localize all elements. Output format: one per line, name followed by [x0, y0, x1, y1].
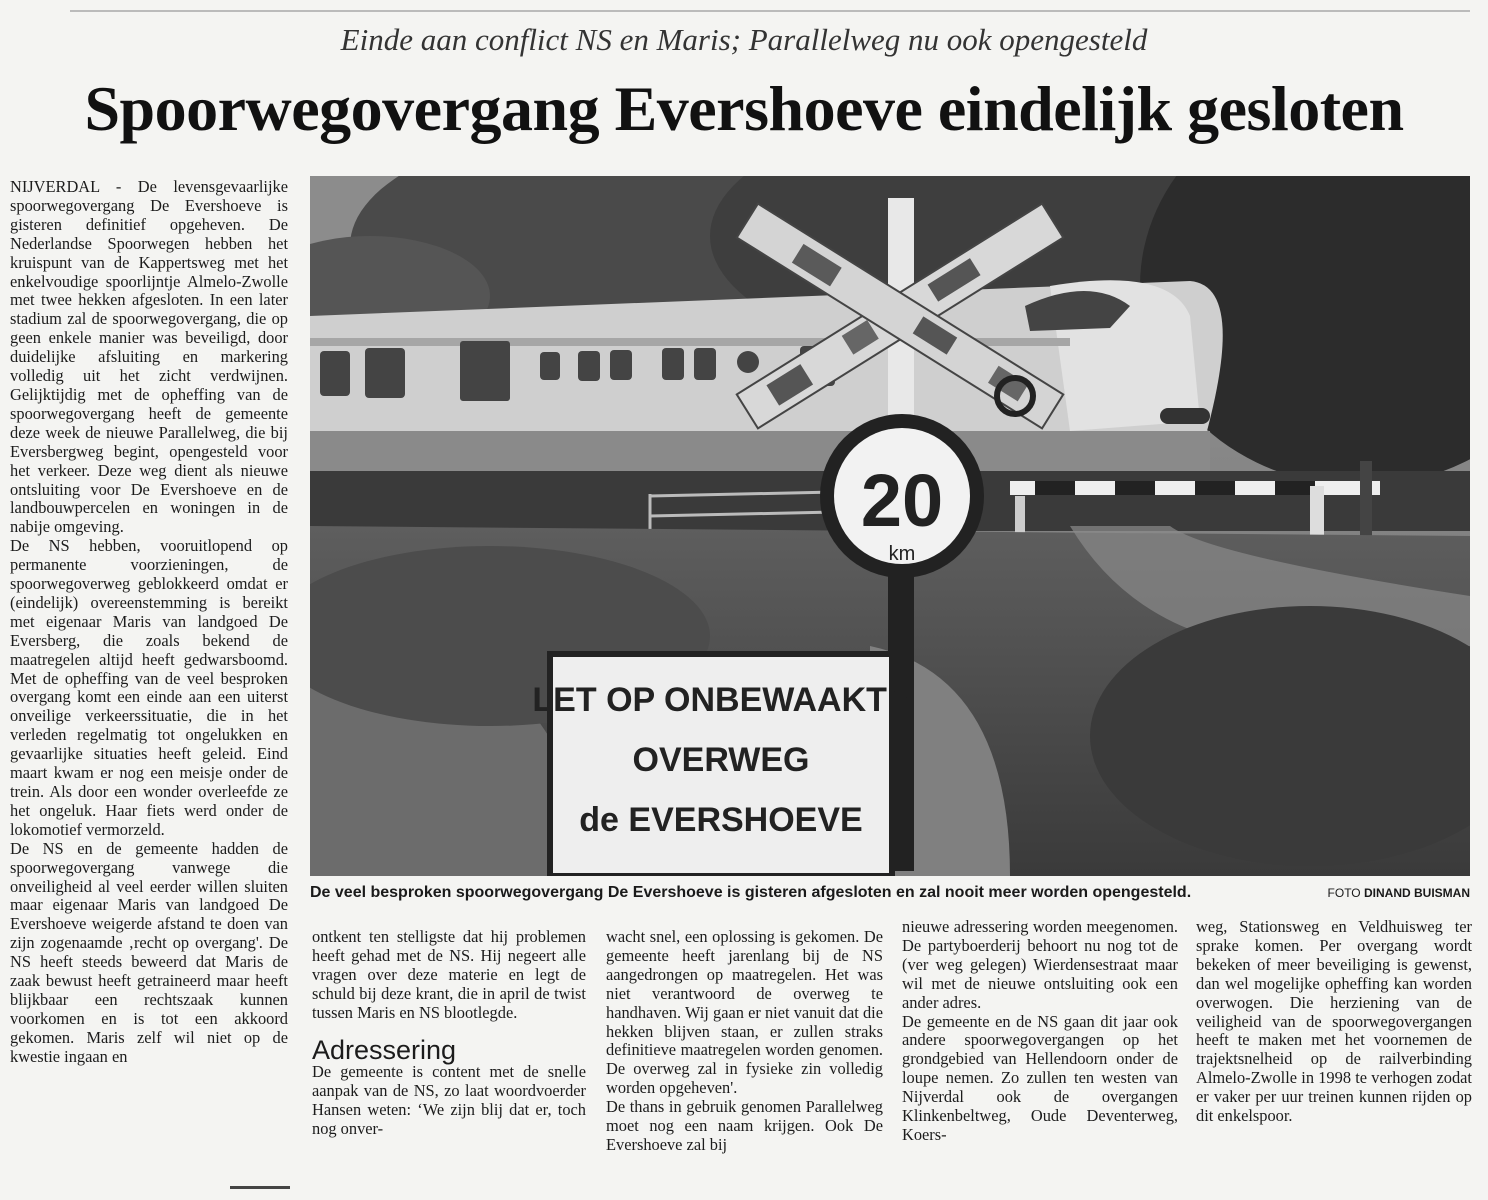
paragraph: De NS en de gemeente hadden de spoorwegovergang vanwege die onveiligheid al veel eerder willen sluiten maar eigenaar Maris van landgoed De Evershoeve weigerde afstand te doen van zijn zogenaamde ‚recht op overgang'. De NS heeft steeds beweerd dat Maris de zaak bewust heeft getraineerd maar heeft blijkbaar een rechtszaak kunnen voorkomen en is tot een akkoord gekomen. Maris zelf wil niet op de kwestie ingaan en: [10, 838, 288, 1066]
caption-text: De veel besproken spoorwegovergang De Evershoeve is gisteren afgesloten en zal nooit meer worden opengesteld.: [310, 884, 1192, 901]
board-line-1: LET OP ONBEWAAKTE: [532, 681, 910, 719]
paragraph: NIJVERDAL - De levensgevaarlijke spoorwegovergang De Evershoeve is gisteren definitief opgeheven. De Nederlandse Spoorwegen hebben het kruispunt van de Kappertsweg met het enkelvoudige spoorlijntje Almelo-Zwolle met twee hekken afgesloten. In een later stadium zal de spoorwegovergang, die op geen enkele manier was beveiligd, door duidelijke afsluiting en markering volledig uit het zicht verdwijnen. Gelijktijdig met de opheffing van de spoorwegovergang heeft de gemeente deze week de nieuwe Parallelweg, die bij Eversbergweg begint, opengesteld voor het verkeer. Deze weg dient als nieuwe ontsluiting voor De Evershoeve en de landbouwpercelen en woningen in de nabije omgeving.: [10, 177, 288, 537]
footer-mark: [230, 1186, 290, 1189]
text-column-2: [312, 928, 586, 1139]
paragraph: weg, Stationsweg en Veldhuisweg ter sprake komen. Per overgang wordt bekeken of meer beveiliging is gewenst, dan wel mogelijke opheffing kan worden overwogen. Die herziening van de veiligheid van de spoorwegovergangen heeft te maken met het voornemen de trajektsnelheid op de railverbinding Almelo-Zwolle in 1998 te verhogen zodat er vaker per uur treinen kunnen rijden op dit enkelspoor.: [1196, 917, 1472, 1126]
news-photo: [310, 176, 1470, 876]
text-column-5: [1196, 918, 1472, 1126]
photo-credit: [1328, 886, 1470, 900]
paragraph: De NS hebben, vooruitlopend op permanente voorzieningen, de spoorwegoverweg geblokkeerd omdat er (eindelijk) overeenstemming is bereikt met eigenaar Maris van landgoed De Eversberg, die zoals bekend de maatregelen altijd heeft gedwarsboomd. Met de opheffing van de veel besproken overgang komt een einde aan een uiterst onveilige verkeerssituatie, die in het verleden regelmatig tot ongelukken en gevaarlijke situaties heeft geleid. Eind maart kwam er nog een meisje onder de trein. Als door een wonder overleefde ze het ongeluk. Haar fiets werd onder de lokomotief vermorzeld.: [10, 536, 288, 839]
speed-number: 20: [860, 459, 944, 542]
paragraph: nieuwe adressering worden meegenomen. De partyboerderij behoort nu nog tot de (ver weg gelegen) Wierdensestraat maar wil met de nieuwe ontsluiting ook een ander adres.: [902, 917, 1178, 1012]
article-headline: Spoorwegovergang Evershoeve eindelijk gesloten: [84, 73, 1404, 144]
text-column-3: [606, 928, 883, 1155]
top-rule: [70, 10, 1470, 12]
speed-limit-sign: [820, 414, 984, 578]
text-column-1: [10, 178, 288, 1067]
paragraph: wacht snel, een oplossing is gekomen. De gemeente heeft jarenlang bij de NS aangedrongen op maatregelen. Het was niet verantwoord de overweg te handhaven. Wij gaan er niet vanuit dat die hekken blijven staan, er zullen straks definitieve maatregelen worden genomen. De overweg zal in fysieke zin volledig worden opgeheven'.: [606, 927, 883, 1098]
text-column-4: [902, 918, 1178, 1145]
board-line-3: de EVERSHOEVE: [579, 801, 863, 839]
railway-crossing-photo: [310, 176, 1470, 876]
credit-name: DINAND BUISMAN: [1364, 886, 1470, 900]
paragraph: De gemeente is content met de snelle aanpak van de NS, zo laat woordvoerder Hansen weten: ‘We zijn blij dat er, toch nog onver-: [312, 1062, 586, 1139]
paragraph: De thans in gebruik genomen Parallelweg moet nog een naam krijgen. Ook De Evershoeve zal bij: [606, 1097, 883, 1154]
credit-label: FOTO: [1327, 886, 1361, 900]
photo-caption: [310, 884, 1470, 902]
paragraph: De gemeente en de NS gaan dit jaar ook andere spoorwegovergangen op het grondgebied van Hellendoorn onder de loupe nemen. Zo zullen ten westen van Nijverdal ook de overgangen Klinkenbeltweg, Oude Deventerweg, Koers-: [902, 1011, 1178, 1144]
section-subhead: Adressering: [312, 1034, 457, 1065]
speed-unit: km: [888, 543, 916, 565]
warning-board: [532, 654, 909, 876]
board-line-2: OVERWEG: [632, 741, 810, 779]
article-kicker: Einde aan conflict NS en Maris; Parallelweg nu ook opengesteld: [340, 22, 1148, 57]
paragraph: ontkent ten stelligste dat hij problemen heeft gehad met de NS. Hij negeert alle vragen over deze materie en legt de schuld bij deze krant, die in april de twist tussen Maris en NS blootlegde.: [312, 927, 586, 1022]
